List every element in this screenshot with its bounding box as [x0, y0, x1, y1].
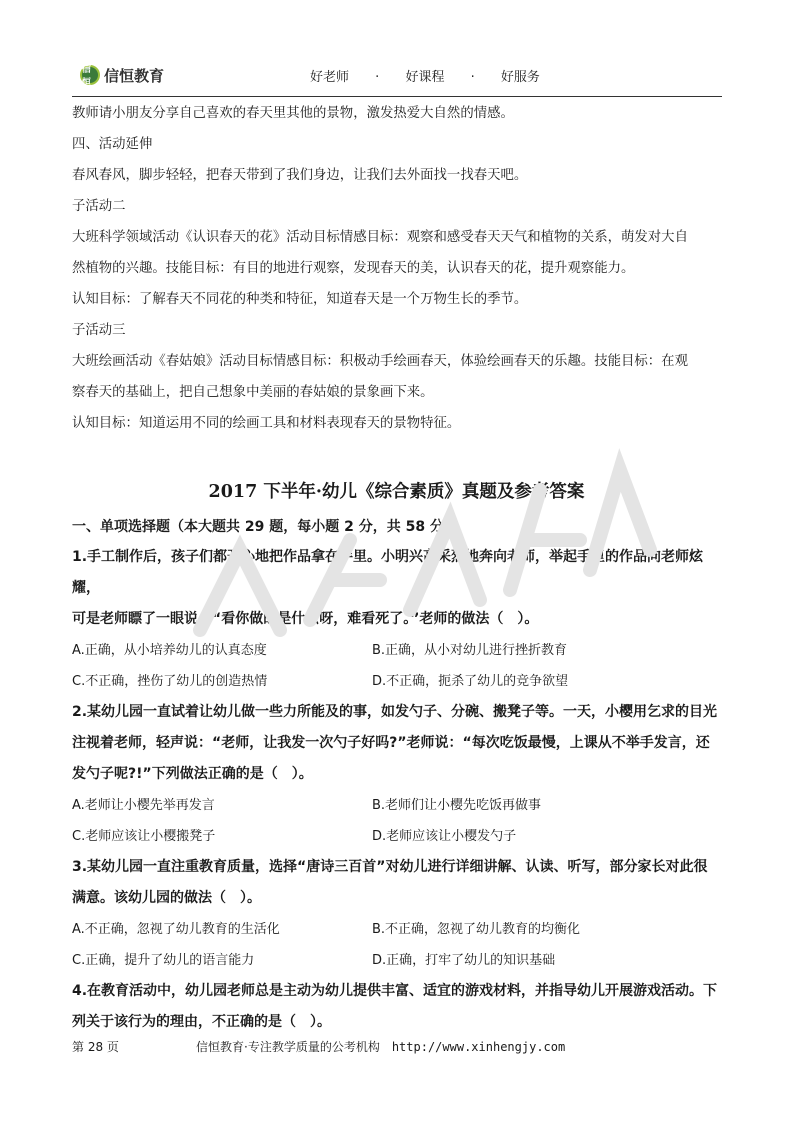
paragraph: 大班科学领域活动《认识春天的花》活动目标情感目标：观察和感受春天天气和植物的关系，萌发对大自	[72, 230, 688, 245]
paragraph: 认知目标：知道运用不同的绘画工具和材料表现春天的景物特征。	[72, 416, 461, 431]
options	[72, 914, 724, 976]
options	[72, 790, 724, 852]
paragraph: 春风春风，脚步轻轻，把春天带到了我们身边，让我们去外面找一找春天吧。	[72, 168, 528, 183]
option-d: D.不正确，扼杀了幼儿的竞争欲望	[372, 674, 569, 689]
option-b: B.老师们让小樱先吃饭再做事	[372, 798, 542, 813]
paragraph: 察春天的基础上，把自己想象中美丽的春姑娘的景象画下来。	[72, 385, 434, 400]
question-stem: 1.手工制作后，孩子们都开心地把作品拿在手里。小明兴高采烈地奔向老师，举起手里的作品向老师炫耀，	[72, 549, 704, 596]
question-1	[72, 542, 724, 697]
question-2	[72, 697, 724, 852]
slogan-separator: ·	[375, 70, 380, 85]
option-d: D.老师应该让小樱发勺子	[372, 829, 517, 844]
option-b: B.正确，从小对幼儿进行挫折教育	[372, 643, 568, 658]
option-a: A.正确，从小培养幼儿的认真态度	[72, 643, 267, 658]
question-stem: 可是老师瞟了一眼说：“看你做的是什么呀，难看死了。”老师的做法（ ）。	[72, 611, 539, 627]
exam-title: 2017 下半年·幼儿《综合素质》真题及参考答案	[208, 482, 585, 502]
option-c: C.正确，提升了幼儿的语言能力	[72, 953, 255, 968]
question-stem: 满意。该幼儿园的做法（ ）。	[72, 890, 261, 906]
option-b: B.不正确，忽视了幼儿教育的均衡化	[372, 922, 581, 937]
question-stem: 注视着老师，轻声说：“老师，让我发一次勺子好吗?”老师说：“每次吃饭最慢，上课从不举手发言，还	[72, 735, 710, 751]
option-d: D.正确，打牢了幼儿的知识基础	[372, 953, 556, 968]
subheading: 子活动二	[72, 199, 126, 214]
brand-logo	[80, 63, 164, 87]
option-a: A.老师让小樱先举再发言	[72, 798, 215, 813]
question-stem: 3.某幼儿园一直注重教育质量，选择“唐诗三百首”对幼儿进行详细讲解、认读、听写，部分家长对此很	[72, 859, 708, 875]
question-stem: 4.在教育活动中，幼儿园老师总是主动为幼儿提供丰富、适宜的游戏材料，并指导幼儿开展游戏活动。下	[72, 983, 718, 999]
section-heading: 一、单项选择题（本大题共 29 题，每小题 2 分，共 58 分）	[72, 519, 458, 535]
slogan-separator: ·	[470, 70, 475, 85]
footer-org: 信恒教育·专注教学质量的公考机构	[196, 1040, 380, 1054]
slogan-item: 好老师	[310, 70, 350, 85]
header-slogan	[310, 66, 540, 85]
slogan-item: 好课程	[405, 70, 445, 85]
body-text	[72, 98, 722, 439]
slogan-item: 好服务	[500, 70, 540, 85]
paragraph: 大班绘画活动《春姑娘》活动目标情感目标：积极动手绘画春天，体验绘画春天的乐趣。技能目标：在观	[72, 354, 688, 369]
footer-url[interactable]: http://www.xinhengjy.com	[391, 1040, 566, 1054]
page-number: 第 28 页	[72, 1040, 119, 1054]
option-c: C.不正确，挫伤了幼儿的创造热情	[72, 674, 268, 689]
subheading: 四、活动延伸	[72, 137, 153, 152]
option-c: C.老师应该让小樱搬凳子	[72, 829, 216, 844]
question-3	[72, 852, 724, 976]
logo-icon: 信恒	[80, 65, 100, 85]
paragraph: 然植物的兴趣。技能目标：有目的地进行观察，发现春天的美，认识春天的花，提升观察能力。	[72, 261, 635, 276]
question-stem: 2.某幼儿园一直试着让幼儿做一些力所能及的事，如发勺子、分碗、搬凳子等。一天，小樱用乞求的目光	[72, 704, 718, 720]
question-4	[72, 976, 724, 1038]
subheading: 子活动三	[72, 323, 126, 338]
paragraph: 教师请小朋友分享自己喜欢的春天里其他的景物，激发热爱大自然的情感。	[72, 106, 514, 121]
page-header	[72, 56, 722, 97]
question-stem: 列关于该行为的理由，不正确的是（ ）。	[72, 1014, 331, 1030]
logo-text: 信恒教育	[104, 66, 165, 85]
paragraph: 认知目标：了解春天不同花的种类和特征，知道春天是一个万物生长的季节。	[72, 292, 528, 307]
option-a: A.不正确，忽视了幼儿教育的生活化	[72, 922, 280, 937]
options	[72, 635, 724, 697]
question-stem: 发勺子呢?!”下列做法正确的是（ ）。	[72, 766, 313, 782]
footer-text	[196, 1038, 565, 1055]
question-section	[72, 512, 724, 1038]
